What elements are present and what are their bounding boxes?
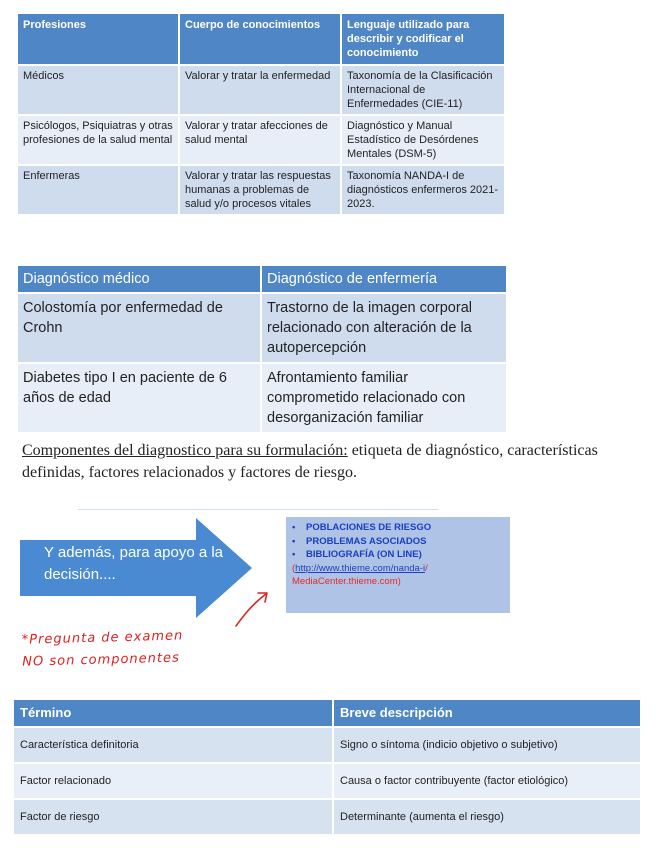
table-cell: Médicos	[18, 65, 179, 115]
table-row	[18, 363, 507, 432]
table-header-row	[18, 14, 505, 65]
table-cell: Valorar y tratar afecciones de salud mental	[179, 115, 341, 165]
table-cell: Causa o factor contribuyente (factor etiológico)	[333, 763, 641, 799]
bullet-icon: •	[292, 535, 296, 547]
table-cell: Taxonomía de la Clasificación Internacional de Enfermedades (CIE-11)	[341, 65, 505, 115]
table-row	[14, 727, 641, 763]
table-cell: Colostomía por enfermedad de Crohn	[18, 293, 261, 363]
table-cell: Diagnóstico y Manual Estadístico de Desórdenes Mentales (DSM-5)	[341, 115, 505, 165]
arrow-label: Y además, para apoyo a la decisión....	[44, 544, 224, 583]
table-row	[18, 65, 505, 115]
note-line: *Pregunta de examen	[21, 628, 184, 648]
table-cell: Diabetes tipo I en paciente de 6 años de edad	[18, 363, 261, 432]
list-item: • PROBLEMAS ASOCIADOS	[292, 535, 427, 547]
table-header-cell: Diagnóstico médico	[18, 266, 261, 293]
professions-table	[18, 14, 506, 214]
table-row	[18, 293, 507, 363]
table-header-cell: Profesiones	[18, 14, 179, 65]
info-box	[286, 517, 510, 613]
table-cell: Psicólogos, Psiquiatras y otras profesiones de la salud mental	[18, 115, 179, 165]
table-header-cell: Lenguaje utilizado para describir y codificar el conocimiento	[341, 14, 505, 65]
table-cell: Factor de riesgo	[14, 799, 333, 834]
diagnosis-comparison-table	[18, 266, 508, 432]
table-row	[14, 799, 641, 834]
table-row	[14, 763, 641, 799]
components-heading: Componentes del diagnostico para su formulación:	[22, 442, 348, 459]
table-header-cell: Cuerpo de conocimientos	[179, 14, 341, 65]
media-center-text: MediaCenter.thieme.com)	[292, 576, 401, 587]
table-cell: Taxonomía NANDA-I de diagnósticos enfermeros 2021-2023.	[341, 165, 505, 214]
bullet-icon: •	[292, 522, 296, 533]
table-header-cell: Diagnóstico de enfermería	[261, 266, 507, 293]
terms-table	[14, 700, 642, 834]
divider	[78, 509, 438, 510]
table-cell: Afrontamiento familiar comprometido relacionado con desorganización familiar	[261, 363, 507, 432]
list-item: • BIBLIOGRAFÍA (ON LINE)	[292, 549, 422, 560]
table-row	[18, 115, 505, 165]
table-cell: Valorar y tratar las respuestas humanas a problemas de salud y/o procesos vitales	[179, 165, 341, 214]
table-header-row	[14, 700, 641, 727]
info-list	[292, 521, 506, 562]
components-paragraph	[22, 440, 622, 484]
reference-line: (http://www.thieme.com/nanda-i/	[292, 562, 428, 574]
table-cell: Factor relacionado	[14, 763, 333, 799]
components-text: etiqueta de diagnóstico, características definidas, factores relacionados y factores de riesgo.	[22, 442, 598, 481]
table-header-cell: Breve descripción	[333, 700, 641, 727]
table-cell: Enfermeras	[18, 165, 179, 214]
table-row	[18, 165, 505, 214]
handwritten-note	[21, 622, 302, 673]
note-line: NO son componentes	[22, 650, 180, 670]
table-header-cell: Término	[14, 700, 333, 727]
thieme-link[interactable]: http://www.thieme.com/nanda-i	[295, 562, 426, 574]
table-header-row	[18, 266, 507, 293]
table-cell: Trastorno de la imagen corporal relacionado con alteración de la autopercepción	[261, 293, 507, 363]
bullet-icon: •	[292, 549, 296, 560]
table-cell: Característica definitoria	[14, 727, 333, 763]
table-cell: Determinante (aumenta el riesgo)	[333, 799, 641, 834]
table-cell: Signo o síntoma (indicio objetivo o subjetivo)	[333, 727, 641, 763]
table-cell: Valorar y tratar la enfermedad	[179, 65, 341, 115]
list-item: • POBLACIONES DE RIESGO	[292, 522, 432, 533]
